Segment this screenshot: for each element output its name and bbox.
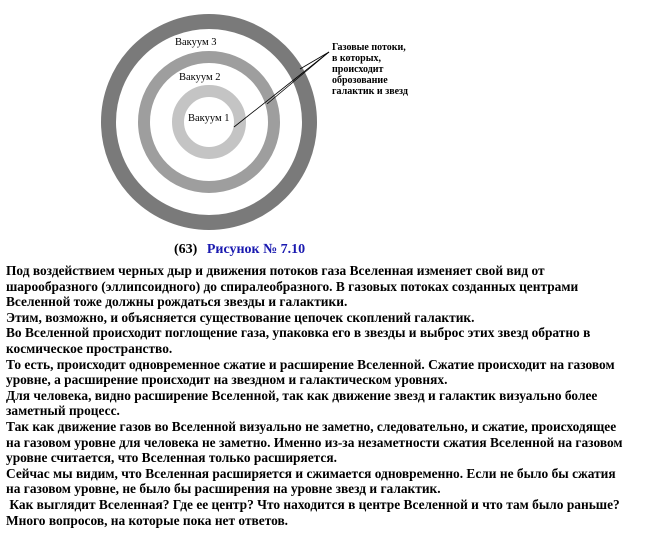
article-text	[6, 263, 658, 528]
text-line: шарообразного (эллипсоидного) до спиралеобразного. В газовых потоках созданных центрами	[6, 278, 579, 294]
callout-line-4: оброзование	[332, 75, 388, 86]
text-line: Для человека, видно расширение Вселенной, так как движение звезд и галактик визуально более	[6, 387, 598, 403]
callout-text	[332, 42, 408, 97]
text-line: на газовом уровне, не было бы расширения на уровне звезд и галактик.	[6, 481, 441, 497]
label-vacuum-2: Вакуум 2	[179, 72, 221, 83]
callout-line-2: в которых,	[332, 53, 382, 64]
text-line: Под воздействием черных дыр и движения потоков газа Вселенная изменяет свой вид от	[6, 263, 545, 278]
callout-line-5: галактик и звезд	[332, 86, 408, 97]
text-line: Как выглядит Вселенная? Где ее центр? Что находится в центре Вселенной и что там было раньше?	[6, 496, 620, 512]
universe-rings-diagram	[0, 0, 662, 240]
label-vacuum-1: Вакуум 1	[188, 113, 230, 124]
text-line: космическое пространство.	[6, 340, 173, 356]
label-vacuum-3: Вакуум 3	[175, 37, 217, 48]
text-line: на газовом уровне для человека не заметно. Именно из-за незаметности сжатия Вселенной на газовом	[6, 434, 623, 450]
text-line: Много вопросов, на которые пока нет ответов.	[6, 512, 289, 528]
figure-caption	[174, 242, 305, 258]
text-line: уровне, а расширение происходит на звездном и галактическом уровнях.	[6, 372, 448, 388]
text-line: Вселенной тоже должны рождаться звезды и галактики.	[6, 294, 348, 310]
text-line: То есть, происходит одновременное сжатие и расширение Вселенной. Сжатие происходит на газовом	[6, 356, 615, 372]
callout-line-1: Газовые потоки,	[332, 42, 406, 53]
figure-title: Рисунок № 7.10	[206, 242, 306, 257]
text-line: Так как движение газов во Вселенной визуально не заметно, следовательно, и сжатие, происходящее	[6, 418, 617, 434]
figure-number: (63)	[174, 242, 198, 257]
text-line: заметный процесс.	[6, 403, 120, 419]
callout-line-outer	[300, 52, 329, 69]
callout-line-3: происходит	[332, 64, 384, 75]
text-line: уровне считается, что Вселенная только расширяется.	[6, 450, 337, 466]
text-line: Этим, возможно, и объясняется существование цепочек скоплений галактик.	[6, 309, 475, 325]
text-line: Во Вселенной происходит поглощение газа, упаковка его в звезды и выброс этих звезд обратно в	[6, 325, 591, 341]
text-line: Сейчас мы видим, что Вселенная расширяется и сжимается одновременно. Если не было бы сжатия	[6, 465, 616, 481]
